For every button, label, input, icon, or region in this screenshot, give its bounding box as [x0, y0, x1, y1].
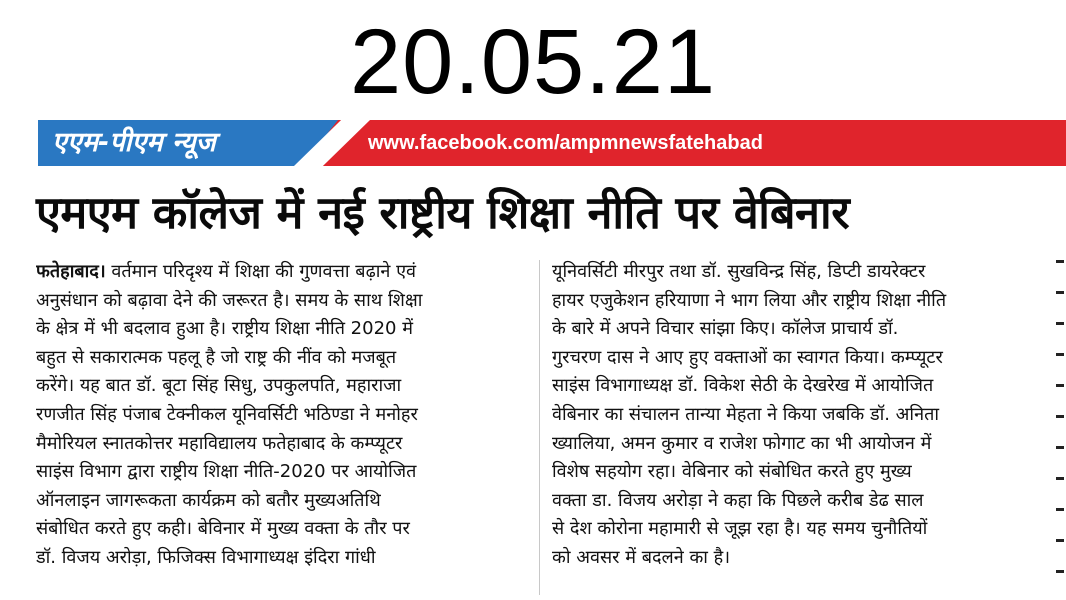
column-divider: [539, 260, 540, 595]
body-line: गुरचरण दास ने आए हुए वक्ताओं का स्वागत किया। कम्प्यूटर: [552, 346, 943, 368]
article-dateline: फतेहाबाद।: [36, 261, 106, 282]
body-line: बहुत से सकारात्मक पहलू है जो राष्ट्र की नींव को मजबूत: [36, 346, 397, 368]
article-headline: एमएम कॉलेज में नई राष्ट्रीय शिक्षा नीति पर वेबिनार: [36, 186, 850, 239]
body-line: को अवसर में बदलने का है।: [552, 546, 731, 568]
date-stamp: 20.05.21: [349, 11, 717, 113]
body-line: विशेष सहयोग रहा। वेबिनार को संबोधित करते हुए मुख्य: [552, 461, 912, 483]
body-line: ख्यालिया, अमन कुमार व राजेश फोगाट का भी आयोजन में: [552, 432, 932, 454]
article-column-2: [552, 258, 1038, 573]
adjacent-column-fragment: [1056, 232, 1066, 600]
body-line: मैमोरियल स्नातकोत्तर महाविद्यालय फतेहाबाद के कम्प्यूटर: [36, 432, 403, 454]
banner-facebook-url: www.facebook.com/ampmnewsfatehabad: [368, 132, 763, 154]
body-line: [36, 258, 526, 287]
body-line: वक्ता डा. विजय अरोड़ा ने कहा कि पिछले करीब डेढ साल: [552, 489, 924, 511]
body-line: डॉ. विजय अरोड़ा, फिजिक्स विभागाध्यक्ष इंदिरा गांधी: [36, 546, 376, 568]
body-line: ऑनलाइन जागरूकता कार्यक्रम को बतौर मुख्यअतिथि: [36, 489, 381, 511]
body-line: हायर एजुकेशन हरियाणा ने भाग लिया और राष्ट्रीय शिक्षा नीति: [552, 289, 947, 311]
banner-brand-name: एएम-पीएम न्यूज: [52, 127, 216, 158]
body-line: साइंस विभागाध्यक्ष डॉ. विकेश सेठी के देखरेख में आयोजित: [552, 375, 934, 397]
body-line: संबोधित करते हुए कही। बेविनार में मुख्य वक्ता के तौर पर: [36, 518, 410, 540]
body-line: के बारे में अपने विचार सांझा किए। कॉलेज प्राचार्य डॉ.: [552, 318, 899, 340]
body-line: से देश कोरोना महामारी से जूझ रहा है। यह समय चुनौतियों: [552, 518, 928, 540]
article-column-1: [36, 258, 526, 573]
body-line: साइंस विभाग द्वारा राष्ट्रीय शिक्षा नीति-2020 पर आयोजित: [36, 461, 417, 483]
body-line: के क्षेत्र में भी बदलाव हुआ है। राष्ट्रीय शिक्षा नीति 2020 में: [36, 318, 413, 340]
body-line: अनुसंधान को बढ़ावा देने की जरूरत है। समय के साथ शिक्षा: [36, 289, 423, 311]
body-line-text: वर्तमान परिदृश्य में शिक्षा की गुणवत्ता बढ़ाने एवं: [105, 261, 417, 282]
body-line: रणजीत सिंह पंजाब टेक्नीकल यूनिवर्सिटी भठिण्डा ने मनोहर: [36, 403, 418, 425]
newspaper-banner: [38, 120, 1066, 166]
body-line: करेंगे। यह बात डॉ. बूटा सिंह सिधु, उपकुलपति, महाराजा: [36, 375, 402, 397]
body-line: यूनिवर्सिटी मीरपुर तथा डॉ. सुखविन्द्र सिंह, डिप्टी डायरेक्टर: [552, 261, 926, 282]
body-line: वेबिनार का संचालन तान्या मेहता ने किया जबकि डॉ. अनिता: [552, 403, 940, 425]
